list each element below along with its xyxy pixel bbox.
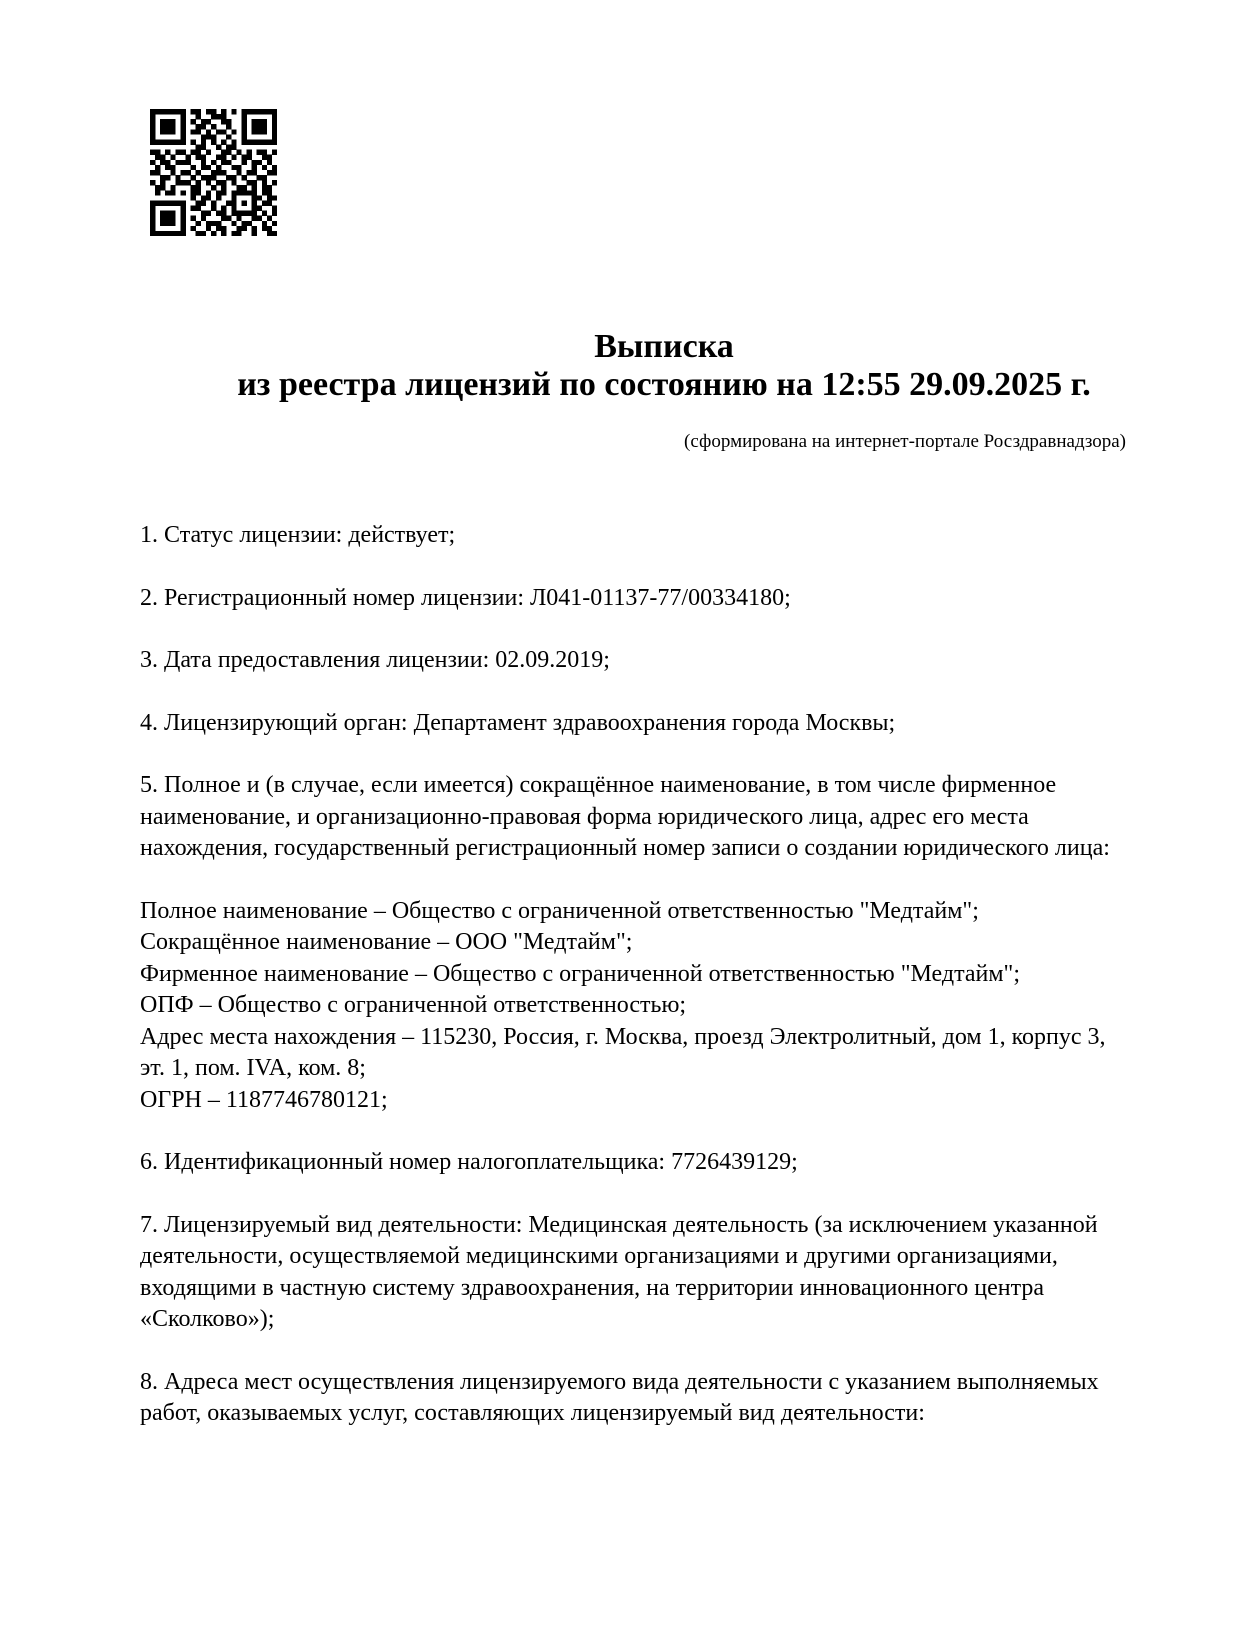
- doc-subtitle: (сформирована на интернет-портале Росздравнадзора): [684, 431, 1126, 452]
- qr-code-svg: [150, 109, 277, 236]
- doc-title-line1: Выписка: [594, 328, 734, 365]
- doc-line: 5. Полное и (в случае, если имеется) сокращённое наименование, в том числе фирменное: [140, 772, 1057, 798]
- doc-line: ОПФ – Общество с ограниченной ответственностью;: [140, 992, 687, 1018]
- doc-line: входящими в частную систему здравоохранения, на территории инновационного центра: [140, 1274, 1045, 1301]
- doc-line: Адрес места нахождения – 115230, Россия, г. Москва, проезд Электролитный, дом 1, корпус 3,: [140, 1023, 1106, 1050]
- paragraph-name-intro: [140, 770, 1110, 865]
- doc-line: 6. Идентификационный номер налогоплательщика: 7726439129;: [140, 1149, 798, 1175]
- doc-body: [140, 520, 1110, 1461]
- doc-line: 4. Лицензирующий орган: Департамент здравоохранения города Москвы;: [140, 709, 896, 736]
- doc-line: эт. 1, пом. IVA, ком. 8;: [140, 1055, 366, 1081]
- doc-title: [88, 328, 1240, 404]
- paragraph-inn: [140, 1147, 1110, 1179]
- doc-line: Сокращённое наименование – ООО "Медтайм";: [140, 929, 633, 955]
- doc-line: нахождения, государственный регистрационный номер записи о создании юридического лица:: [140, 835, 1110, 861]
- paragraph-activity-type: [140, 1210, 1110, 1336]
- paragraph-status: [140, 520, 1110, 552]
- doc-line: 8. Адреса мест осуществления лицензируемого вида деятельности с указанием выполняемых: [140, 1368, 1099, 1395]
- paragraph-org-details: [140, 896, 1110, 1117]
- doc-line: 3. Дата предоставления лицензии: 02.09.2019;: [140, 647, 610, 673]
- doc-line: 7. Лицензируемый вид деятельности: Медицинская деятельность (за исключением указанной: [140, 1211, 1098, 1238]
- paragraph-addresses-intro: [140, 1367, 1110, 1430]
- doc-line: «Сколково»);: [140, 1306, 275, 1332]
- doc-line: 1. Статус лицензии: действует;: [140, 522, 456, 548]
- doc-line: деятельности, осуществляемой медицинскими организациями и другими организациями,: [140, 1243, 1058, 1269]
- doc-line: Фирменное наименование – Общество с ограниченной ответственностью "Медтайм";: [140, 960, 1020, 987]
- doc-title-line2: из реестра лицензий по состоянию на 12:55 29.09.2025 г.: [237, 366, 1091, 403]
- doc-line: Полное наименование – Общество с ограниченной ответственностью "Медтайм";: [140, 897, 979, 924]
- doc-line: наименование, и организационно-правовая форма юридического лица, адрес его места: [140, 803, 1029, 830]
- paragraph-license-date: [140, 645, 1110, 677]
- paragraph-licensing-authority: [140, 708, 1110, 740]
- paragraph-reg-number: [140, 583, 1110, 615]
- doc-line: 2. Регистрационный номер лицензии: Л041-01137-77/00334180;: [140, 584, 791, 611]
- qr-code: [150, 109, 277, 236]
- doc-line: работ, оказываемых услуг, составляющих лицензируемый вид деятельности:: [140, 1400, 925, 1426]
- doc-line: ОГРН – 1187746780121;: [140, 1086, 388, 1113]
